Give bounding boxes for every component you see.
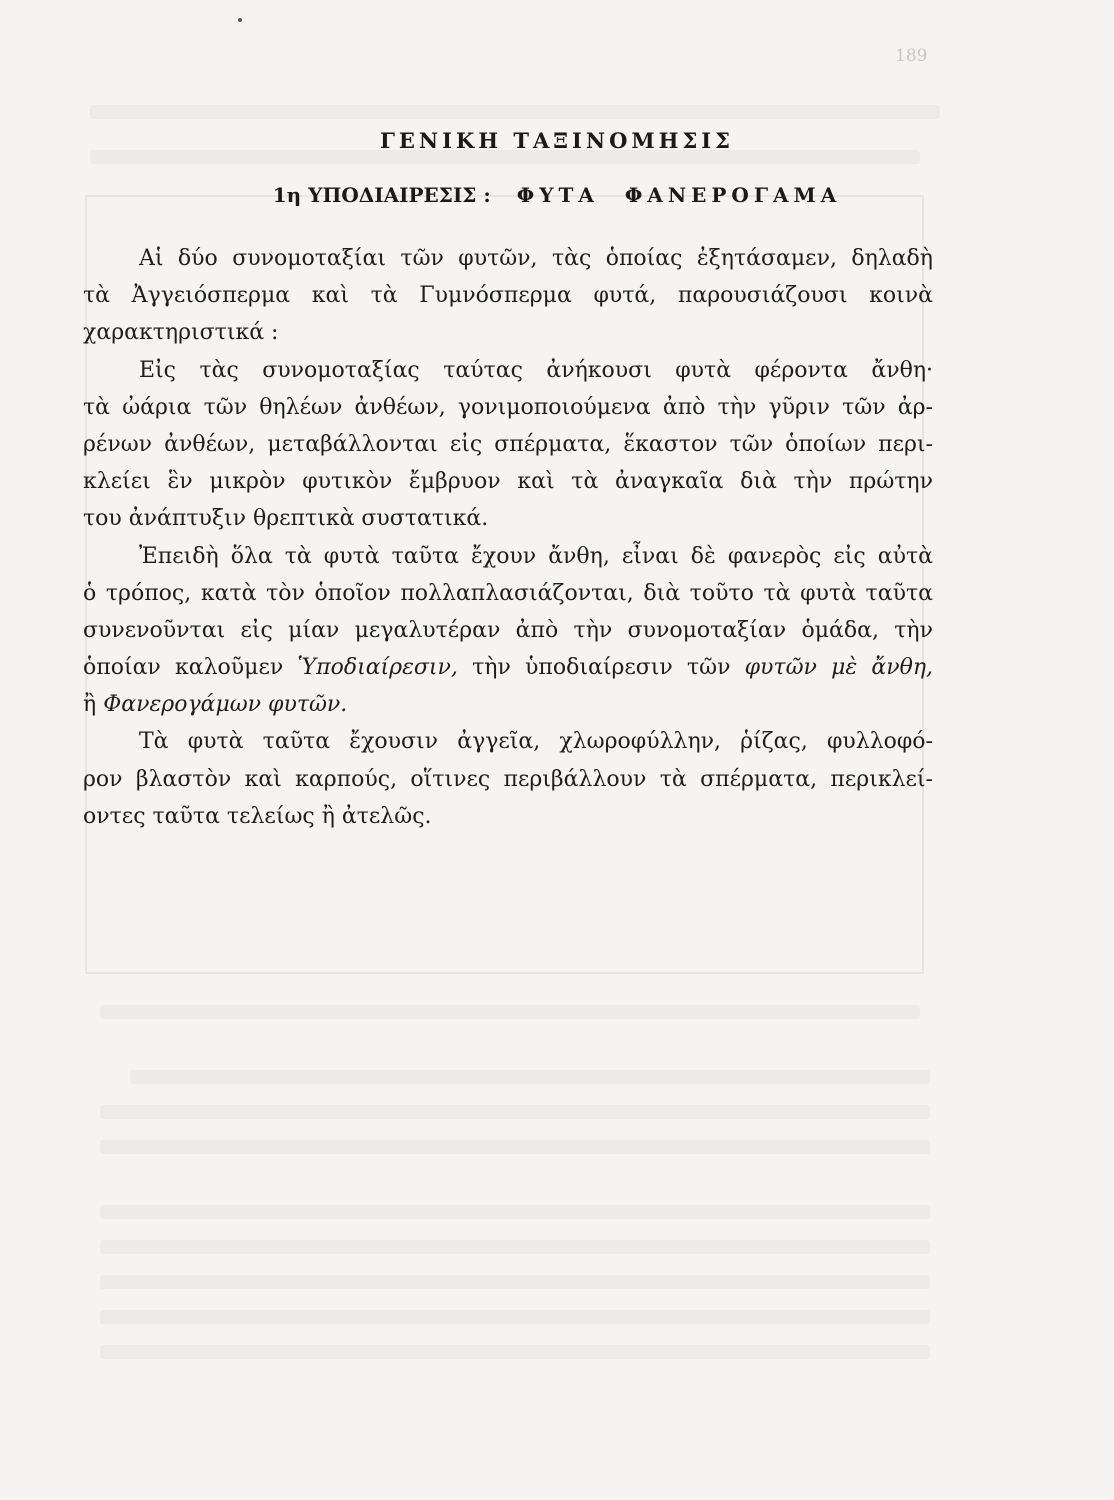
section-subheading	[0, 183, 1114, 207]
text-fragment: ἢ	[83, 692, 104, 718]
show-through-mark	[130, 1070, 930, 1084]
text-line: τὰ Ἀγγειόσπερμα καὶ τὰ Γυμνόσπερμα φυτά, παρουσιάζουσι κοινὰ	[83, 283, 933, 309]
text-fragment: τὴν ὑποδιαίρεσιν τῶν	[457, 655, 745, 681]
show-through-mark	[100, 1240, 930, 1254]
show-through-mark	[100, 1205, 930, 1219]
page-speck	[238, 18, 242, 22]
show-through-mark	[100, 1275, 930, 1289]
page-number: 189	[895, 46, 928, 66]
body-paragraphs	[83, 240, 933, 835]
text-line: χαρακτηριστικά :	[83, 320, 279, 346]
show-through-mark	[100, 1105, 930, 1119]
text-line: ρένων ἀνθέων, μεταβάλλονται εἰς σπέρματα, ἕκαστον τῶν ὁποίων περι-	[83, 431, 933, 457]
text-fragment: ὁποίαν καλοῦμεν	[83, 655, 298, 681]
text-line: Εἰς τὰς συνομοταξίας ταύτας ἀνήκουσι φυτὰ φέροντα ἄνθη·	[139, 357, 933, 383]
italic-term: Φανερογάμων φυτῶν.	[103, 692, 348, 718]
text-line: ρον βλαστὸν καὶ καρπούς, οἵτινες περιβάλλουν τὰ σπέρματα, περικλεί-	[83, 766, 933, 792]
text-line	[83, 649, 933, 686]
show-through-mark	[100, 1140, 930, 1154]
show-through-mark	[100, 1005, 920, 1019]
page-title: ΓΕΝΙΚΗ ΤΑΞΙΝΟΜΗΣΙΣ	[380, 128, 734, 153]
subdivision-label: 1η ΥΠΟΔΙΑΙΡΕΣΙΣ :	[272, 183, 491, 207]
text-line: οντες ταῦτα τελείως ἢ ἀτελῶς.	[83, 803, 432, 829]
text-line: συνενοῦνται εἰς μίαν μεγαλυτέραν ἀπὸ τὴν συνομοταξίαν ὁμάδα, τὴν	[83, 617, 933, 643]
show-through-mark	[100, 1345, 930, 1359]
show-through-mark	[100, 1310, 930, 1324]
text-line: τὰ ὠάρια τῶν θηλέων ἀνθέων, γονιμοποιούμενα ἀπὸ τὴν γῦριν τῶν ἀρ-	[83, 394, 933, 420]
text-line: Αἱ δύο συνομοταξίαι τῶν φυτῶν, τὰς ὁποίας ἐξητάσαμεν, δηλαδὴ	[139, 246, 933, 271]
text-line: Τὰ φυτὰ ταῦτα ἔχουσιν ἀγγεῖα, χλωροφύλλην, ῥίζας, φυλλοφό-	[139, 729, 933, 755]
text-line: κλείει ἓν μικρὸν φυτικὸν ἔμβρυον καὶ τὰ ἀναγκαῖα διὰ τὴν πρώτην	[83, 469, 933, 495]
italic-term: φυτῶν μὲ ἄνθη,	[744, 655, 934, 681]
text-line: ὁ τρόπος, κατὰ τὸν ὁποῖον πολλαπλασιάζονται, διὰ τοῦτο τὰ φυτὰ ταῦτα	[83, 580, 933, 606]
show-through-mark	[90, 105, 940, 119]
subheading-word-1: ΦΥΤΑ	[516, 183, 599, 207]
italic-term: Ὑποδιαίρεσιν,	[297, 655, 458, 681]
text-line: Ἐπειδὴ ὅλα τὰ φυτὰ ταῦτα ἔχουν ἄνθη, εἶναι δὲ φανερὸς εἰς αὐτὰ	[139, 543, 933, 569]
text-line: του ἀνάπτυξιν θρεπτικὰ συστατικά.	[83, 506, 489, 532]
text-line	[83, 686, 933, 723]
subheading-word-2: ΦΑΝΕΡΟΓΑΜΑ	[624, 183, 842, 207]
